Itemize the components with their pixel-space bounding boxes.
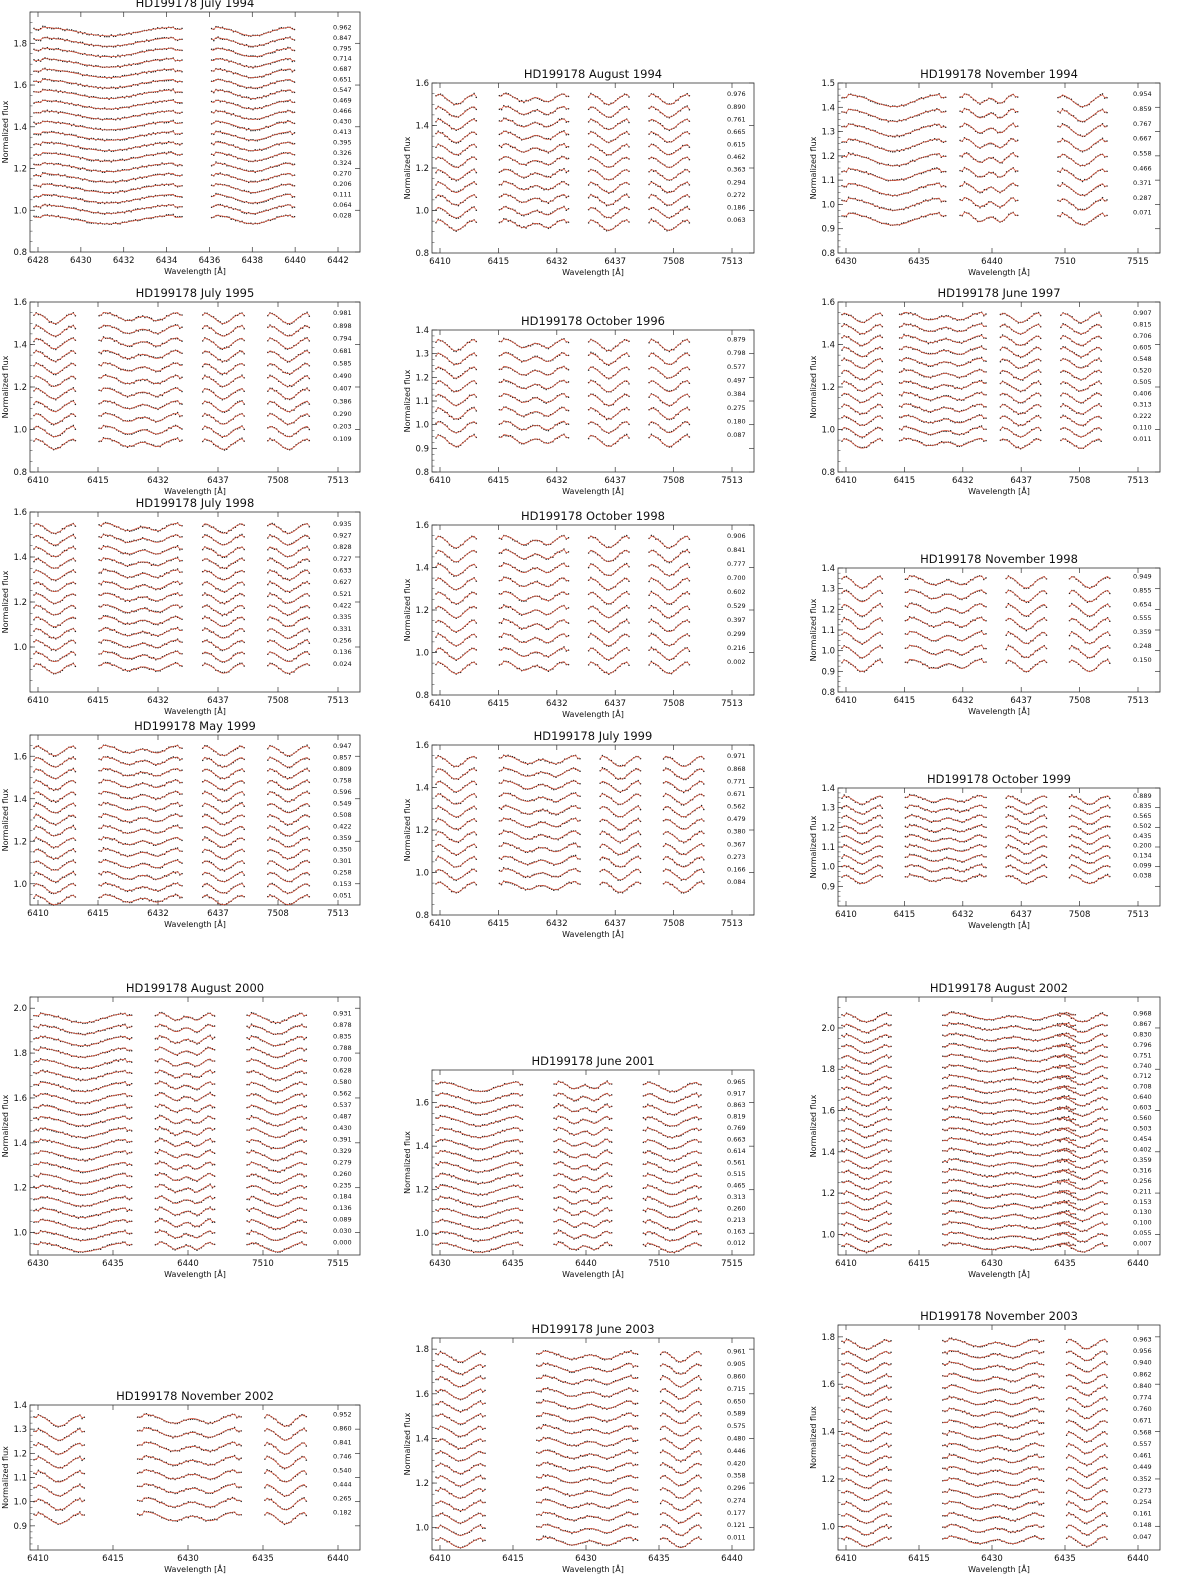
observed-point xyxy=(113,192,115,194)
x-tick-label: 7515 xyxy=(1127,257,1149,267)
plot-frame xyxy=(432,83,754,253)
phase-label: 0.469 xyxy=(333,97,352,105)
model-profile xyxy=(649,94,689,104)
model-profile xyxy=(212,142,295,151)
x-tick-label: 6442 xyxy=(327,256,349,266)
y-tick-label: 1.4 xyxy=(13,341,27,351)
phase-label: 0.326 xyxy=(333,149,352,157)
x-tick-label: 7513 xyxy=(721,257,743,267)
observed-point xyxy=(35,216,37,218)
model-profile xyxy=(34,90,182,99)
y-tick-label: 1.4 xyxy=(821,103,835,113)
observed-point xyxy=(106,139,108,141)
y-tick-label: 0.8 xyxy=(13,248,27,258)
model-profile xyxy=(34,79,182,88)
y-tick-label: 1.3 xyxy=(821,128,835,138)
y-axis-label: Normalized flux xyxy=(403,136,412,199)
phase-label: 0.681 xyxy=(333,347,352,355)
x-tick-label: 6438 xyxy=(241,256,263,266)
phase-label: 0.206 xyxy=(333,180,352,188)
model-profile xyxy=(212,194,295,203)
phase-label: 0.294 xyxy=(727,178,746,186)
phase-label: 0.794 xyxy=(333,334,352,342)
y-axis-label: Normalized flux xyxy=(1,100,10,163)
x-tick-label: 6440 xyxy=(284,256,306,266)
phase-label: 0.064 xyxy=(333,201,352,209)
observed-point xyxy=(179,102,181,104)
phase-label: 0.859 xyxy=(1133,105,1152,113)
observed-point xyxy=(213,40,215,42)
model-profile xyxy=(34,121,182,130)
observed-point xyxy=(172,88,174,90)
x-tick-label: 6430 xyxy=(70,256,92,266)
chart-title: HD199178 July 1994 xyxy=(136,0,255,10)
model-profile xyxy=(212,215,295,224)
phase-label: 0.028 xyxy=(333,211,352,219)
observed-point xyxy=(42,26,44,28)
x-tick-label: 7508 xyxy=(663,257,685,267)
phase-label: 0.413 xyxy=(333,128,352,136)
phase-label: 0.466 xyxy=(1133,164,1152,172)
model-profile xyxy=(34,132,182,141)
observed-point xyxy=(104,36,106,38)
model-profile xyxy=(34,205,182,214)
chart-title: HD199178 August 1994 xyxy=(524,67,662,81)
y-axis-label: Normalized flux xyxy=(809,136,818,199)
phase-label: 0.981 xyxy=(333,309,352,317)
x-tick-label: 7508 xyxy=(267,476,289,486)
observed-point xyxy=(215,161,217,163)
x-tick-label: 6410 xyxy=(429,257,451,267)
model-profile xyxy=(212,121,295,130)
x-tick-label: 6437 xyxy=(604,257,626,267)
y-tick-label: 1.0 xyxy=(415,207,429,217)
y-tick-label: 1.0 xyxy=(13,206,27,216)
chart-title: HD199178 November 1994 xyxy=(920,67,1078,81)
y-tick-label: 1.0 xyxy=(821,200,835,210)
observed-point xyxy=(33,122,35,124)
model-profile xyxy=(34,59,182,68)
observed-point xyxy=(40,207,42,209)
phase-label: 0.063 xyxy=(727,216,746,224)
phase-label: 0.954 xyxy=(1133,90,1152,98)
model-profile xyxy=(499,94,568,102)
phase-label: 0.466 xyxy=(333,107,352,115)
y-tick-label: 1.6 xyxy=(13,81,27,91)
phase-label: 0.795 xyxy=(333,44,352,52)
x-tick-label: 6428 xyxy=(27,256,49,266)
phase-label: 0.430 xyxy=(333,117,352,125)
phase-label: 0.272 xyxy=(727,191,746,199)
phase-label: 0.847 xyxy=(333,34,352,42)
phase-label: 0.714 xyxy=(333,55,352,63)
model-profile xyxy=(34,100,182,109)
observed-point xyxy=(102,172,104,174)
phase-label: 0.585 xyxy=(333,360,352,368)
model-profile xyxy=(212,153,295,162)
y-tick-label: 1.4 xyxy=(13,123,27,133)
phase-label: 0.761 xyxy=(727,115,746,123)
observed-point xyxy=(38,134,40,136)
y-tick-label: 1.2 xyxy=(821,152,835,162)
model-profile xyxy=(34,173,182,182)
model-profile xyxy=(34,184,182,193)
phase-label: 0.890 xyxy=(727,103,746,111)
x-axis-label: Wavelength [Å] xyxy=(164,485,226,496)
model-profile xyxy=(34,142,182,151)
observed-point xyxy=(35,123,37,125)
x-tick-label: 6432 xyxy=(546,257,568,267)
model-profile xyxy=(34,38,182,47)
x-tick-label: 6430 xyxy=(835,257,857,267)
model-profile xyxy=(34,163,182,172)
y-tick-label: 1.6 xyxy=(415,79,429,89)
phase-label: 0.687 xyxy=(333,65,352,73)
phase-label: 0.962 xyxy=(333,23,352,31)
observed-point xyxy=(254,172,256,174)
model-profile xyxy=(212,111,295,120)
observed-point xyxy=(113,76,115,78)
observed-point xyxy=(38,71,40,73)
y-tick-label: 1.0 xyxy=(13,426,27,436)
model-profile xyxy=(34,111,182,120)
phase-label: 0.490 xyxy=(333,372,352,380)
phase-label: 0.371 xyxy=(1133,179,1152,187)
chart-title: HD199178 July 1995 xyxy=(136,286,255,300)
plot-frame xyxy=(30,12,360,252)
model-profile xyxy=(212,100,295,109)
spectrum-panel-1 xyxy=(1,0,360,276)
x-tick-label: 7510 xyxy=(1054,257,1076,267)
model-profile xyxy=(212,38,295,47)
phase-label: 0.363 xyxy=(727,166,746,174)
phase-label: 0.324 xyxy=(333,159,352,167)
phase-label: 0.186 xyxy=(727,203,746,211)
y-tick-label: 1.2 xyxy=(13,383,27,393)
x-axis-label: Wavelength [Å] xyxy=(562,266,624,277)
model-profile xyxy=(212,184,295,193)
phase-label: 0.615 xyxy=(727,141,746,149)
model-profile xyxy=(212,27,295,36)
model-profile xyxy=(34,153,182,162)
phase-label: 0.071 xyxy=(1133,209,1152,217)
model-profile xyxy=(589,94,629,104)
phase-label: 0.767 xyxy=(1133,120,1152,128)
model-profile xyxy=(212,59,295,68)
phase-label: 0.462 xyxy=(727,153,746,161)
model-profile xyxy=(34,215,182,224)
phase-label: 0.547 xyxy=(333,86,352,94)
phase-label: 0.111 xyxy=(333,191,352,199)
y-tick-label: 0.9 xyxy=(821,225,835,235)
y-tick-label: 1.4 xyxy=(415,122,429,132)
y-tick-label: 0.8 xyxy=(415,249,429,259)
observed-point xyxy=(104,107,106,109)
x-tick-label: 6415 xyxy=(488,257,510,267)
x-tick-label: 6410 xyxy=(27,476,49,486)
phase-label: 0.558 xyxy=(1133,149,1152,157)
phase-label: 0.898 xyxy=(333,322,352,330)
observed-point xyxy=(292,61,294,63)
y-tick-label: 1.2 xyxy=(13,165,27,175)
x-axis-label: Wavelength [Å] xyxy=(968,266,1030,277)
x-tick-label: 6435 xyxy=(908,257,930,267)
model-profile xyxy=(34,194,182,203)
x-tick-label: 6437 xyxy=(207,476,229,486)
y-axis-label: Normalized flux xyxy=(1,355,10,418)
phase-label: 0.665 xyxy=(727,128,746,136)
x-tick-label: 6432 xyxy=(147,476,169,486)
model-profile xyxy=(212,90,295,99)
y-tick-label: 0.8 xyxy=(821,249,835,259)
y-tick-label: 0.8 xyxy=(13,468,27,478)
model-profile xyxy=(212,79,295,88)
y-tick-label: 1.1 xyxy=(821,176,835,186)
spectrum-panel-2 xyxy=(403,67,754,277)
phase-label: 0.270 xyxy=(333,170,352,178)
model-profile xyxy=(212,69,295,78)
x-axis-label: Wavelength [Å] xyxy=(164,265,226,276)
x-tick-label: 6440 xyxy=(981,257,1003,267)
x-tick-label: 7513 xyxy=(327,476,349,486)
y-tick-label: 1.6 xyxy=(13,298,27,308)
phase-label: 0.667 xyxy=(1133,135,1152,143)
phase-label: 0.976 xyxy=(727,90,746,98)
model-profile xyxy=(34,27,182,36)
y-tick-label: 1.8 xyxy=(13,39,27,49)
x-tick-label: 6434 xyxy=(156,256,178,266)
phase-label: 0.287 xyxy=(1133,194,1152,202)
model-profile xyxy=(34,69,182,78)
y-tick-label: 1.5 xyxy=(821,79,835,89)
observed-point xyxy=(476,97,478,99)
x-tick-label: 6415 xyxy=(87,476,109,486)
x-tick-label: 6432 xyxy=(113,256,135,266)
model-profile xyxy=(212,205,295,214)
observed-point xyxy=(33,216,35,218)
model-profile xyxy=(34,48,182,57)
phase-label: 0.651 xyxy=(333,76,352,84)
phase-label: 0.395 xyxy=(333,138,352,146)
x-tick-label: 6436 xyxy=(199,256,221,266)
y-tick-label: 1.2 xyxy=(415,164,429,174)
